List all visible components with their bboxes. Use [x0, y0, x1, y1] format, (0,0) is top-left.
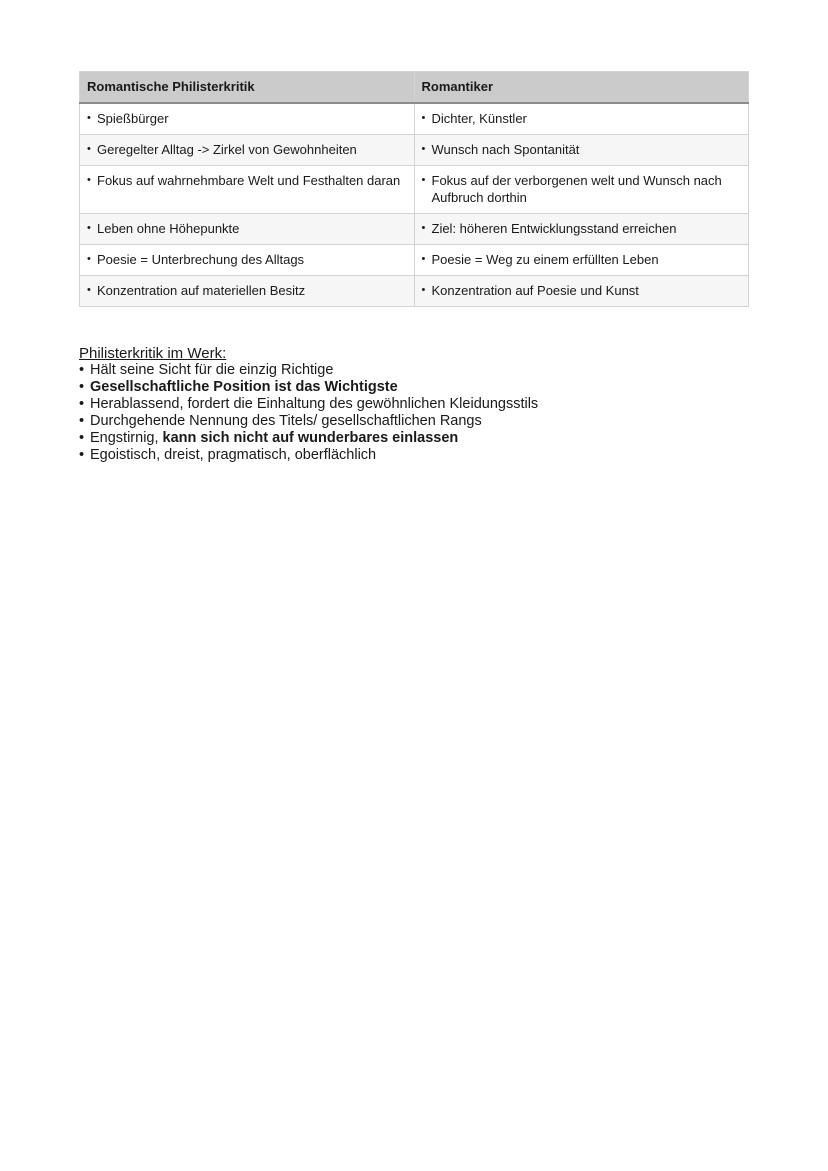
cell-text: Fokus auf wahrnehmbare Welt und Festhalten daran — [97, 173, 401, 188]
table-cell — [414, 245, 749, 276]
bullet-icon: • — [79, 379, 85, 395]
bullet-icon: • — [87, 174, 91, 186]
table-cell — [80, 245, 415, 276]
table-row — [80, 135, 749, 166]
bullet-icon: • — [421, 112, 426, 124]
cell-text: Konzentration auf Poesie und Kunst — [431, 283, 639, 298]
column-header-romantiker: Romantiker — [414, 72, 749, 104]
list-item — [79, 379, 759, 396]
bullet-icon: • — [79, 430, 85, 446]
bullet-icon: • — [421, 174, 426, 186]
item-bold-text: Gesellschaftliche Position ist das Wichtigste — [90, 379, 398, 395]
list-item — [79, 447, 759, 464]
table-header-row — [80, 72, 749, 104]
table-cell — [80, 276, 415, 307]
cell-text: Leben ohne Höhepunkte — [97, 221, 240, 236]
table-row — [80, 166, 749, 214]
table-cell — [80, 103, 415, 135]
cell-text: Wunsch nach Spontanität — [431, 142, 580, 157]
cell-text: Konzentration auf materiellen Besitz — [97, 283, 306, 298]
bullet-icon: • — [87, 112, 91, 124]
bullet-icon: • — [87, 143, 91, 155]
cell-text: Fokus auf der verborgenen welt und Wunsch nach Aufbruch dorthin — [431, 173, 722, 205]
list-item — [79, 413, 759, 430]
list-item — [79, 430, 759, 447]
item-text: Hält seine Sicht für die einzig Richtige — [90, 362, 334, 378]
bullet-icon: • — [87, 222, 91, 234]
table-cell — [414, 276, 749, 307]
table-cell — [80, 214, 415, 245]
bullet-icon: • — [79, 396, 85, 412]
bullet-icon: • — [421, 253, 426, 265]
bullet-icon: • — [87, 284, 91, 296]
comparison-table — [79, 71, 749, 307]
bullet-icon: • — [79, 447, 85, 463]
item-bold-text: kann sich nicht auf wunderbares einlassen — [162, 430, 459, 446]
bullet-icon: • — [421, 284, 426, 296]
cell-text: Ziel: höheren Entwicklungsstand erreichen — [431, 221, 677, 236]
cell-text: Dichter, Künstler — [431, 111, 527, 126]
item-text: Egoistisch, dreist, pragmatisch, oberflächlich — [90, 447, 377, 463]
cell-text: Geregelter Alltag -> Zirkel von Gewohnheiten — [97, 142, 357, 157]
table-cell — [80, 166, 415, 214]
section-title: Philisterkritik im Werk: — [79, 345, 227, 362]
cell-text: Spießbürger — [97, 111, 169, 126]
table-cell — [414, 166, 749, 214]
table-row — [80, 103, 749, 135]
table-cell — [414, 135, 749, 166]
table-row — [80, 214, 749, 245]
list-item — [79, 362, 759, 379]
table-cell — [414, 103, 749, 135]
item-text: Durchgehende Nennung des Titels/ gesellschaftlichen Rangs — [90, 413, 482, 429]
item-text: Herablassend, fordert die Einhaltung des gewöhnlichen Kleidungsstils — [90, 396, 539, 412]
bullet-icon: • — [79, 413, 85, 429]
bullet-icon: • — [421, 143, 426, 155]
bullet-icon: • — [421, 222, 426, 234]
table-row — [80, 245, 749, 276]
bullet-icon: • — [87, 253, 91, 265]
cell-text: Poesie = Unterbrechung des Alltags — [97, 252, 305, 267]
cell-text: Poesie = Weg zu einem erfüllten Leben — [431, 252, 659, 267]
bullet-icon: • — [79, 362, 85, 378]
item-text: Engstirnig, — [90, 430, 163, 446]
table-row — [80, 276, 749, 307]
notes-list — [79, 362, 759, 464]
table-cell — [80, 135, 415, 166]
table-cell — [414, 214, 749, 245]
philisterkritik-section — [79, 345, 759, 464]
list-item — [79, 396, 759, 413]
column-header-philisterkritik: Romantische Philisterkritik — [80, 72, 415, 104]
